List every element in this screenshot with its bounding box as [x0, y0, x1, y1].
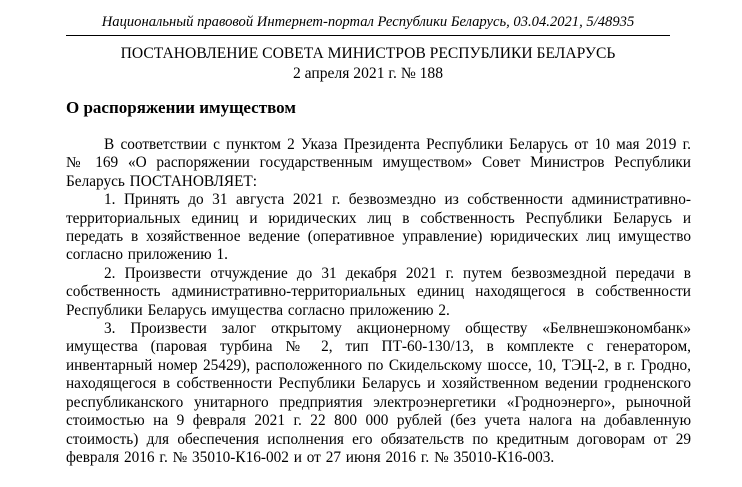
document-heading: О распоряжении имуществом	[66, 98, 296, 117]
paragraph-item-3: 3. Произвести залог открытому акционерному обществу «Белвнешэкономбанк» имущества (паровая турбина № 2, тип ПТ-60-130/13, в комплекте с генератором, инвентарный номер 25429), расположенного по Скидельскому шоссе, 10, ТЭЦ-2, в г. Гродно, находящегося в собственности Республики Беларусь и хозяйственном ведении гродненского республиканского унитарного предприятия электроэнергетики «Гродноэнерго», рыночной стоимостью на 9 февраля 2021 г. 22 800 000 рублей (без учета налога на добавленную стоимость) для обеспечения исполнения его обязательств по кредитным договорам от 29 февраля 2016 г. № 35010-К16-002 и от 27 июня 2016 г. № 35010-К16-003.	[66, 320, 691, 466]
document-title: ПОСТАНОВЛЕНИЕ СОВЕТА МИНИСТРОВ РЕСПУБЛИКИ БЕЛАРУСЬ	[120, 45, 616, 62]
header-divider	[66, 35, 670, 36]
paragraph-item-2: 2. Произвести отчуждение до 31 декабря 2021 г. путем безвозмездной передачи в собственность административно-территориальных единиц находящегося в собственности Республики Беларусь имущества согласно приложению 2.	[66, 264, 691, 319]
source-header: Национальный правовой Интернет-портал Республики Беларусь, 03.04.2021, 5/48935	[101, 14, 635, 30]
paragraph-preamble: В соответствии с пунктом 2 Указа Президента Республики Беларусь от 10 мая 2019 г. № 169 «О распоряжении государственным имуществом» Совет Министров Республики Беларусь ПОСТАНОВЛЯЕТ:	[66, 136, 691, 190]
document-date-number: 2 апреля 2021 г. № 188	[292, 65, 443, 82]
document-body	[66, 136, 691, 467]
paragraph-item-1: 1. Принять до 31 августа 2021 г. безвозмездно из собственности административно-территориальных единиц и юридических лиц в собственность Республики Беларусь и передать в хозяйственное ведение (оперативное управление) юридических лиц имущество согласно приложению 1.	[66, 191, 691, 264]
